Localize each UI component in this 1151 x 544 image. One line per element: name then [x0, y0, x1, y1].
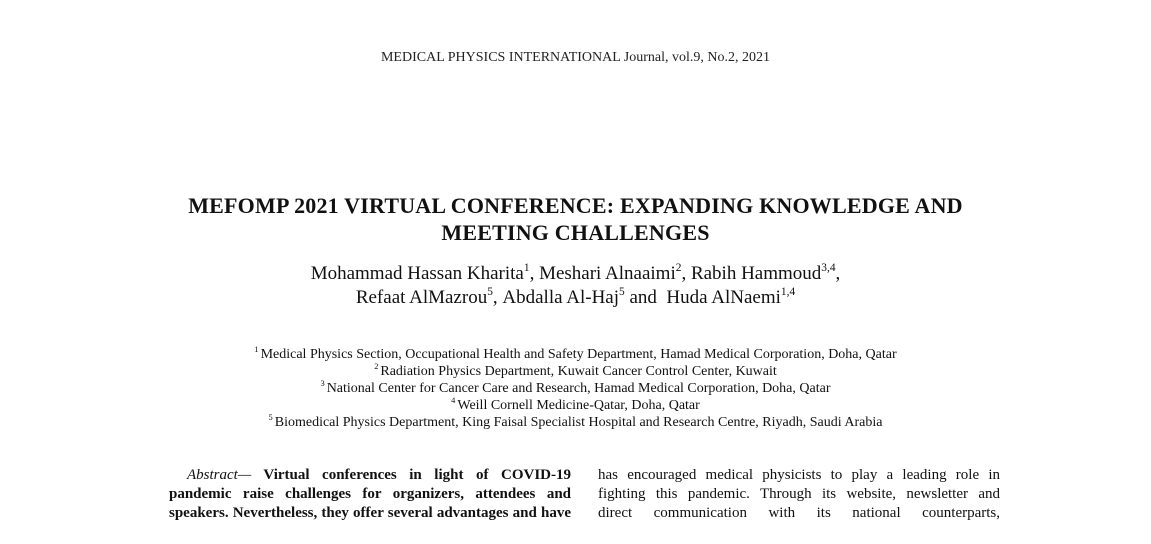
author	[502, 287, 661, 308]
affiliation-item	[0, 363, 1151, 380]
affiliation-mark: 2	[374, 361, 379, 371]
affiliation-mark: 1	[254, 344, 259, 354]
affiliation-text: Weill Cornell Medicine-Qatar, Doha, Qatar	[457, 398, 700, 413]
author	[539, 263, 691, 284]
author-name: Rabih Hammoud	[690, 263, 822, 284]
affiliation-text: Biomedical Physics Department, King Faisal Specialist Hospital and Research Centre, Riyadh, Saudi Arabia	[274, 415, 883, 430]
author	[356, 287, 503, 308]
abstract-line-text: Virtual conferences in light of COVID-19	[251, 467, 571, 483]
author-line-1	[0, 262, 1151, 286]
author	[691, 263, 840, 284]
author-separator: ,	[492, 287, 503, 308]
author-separator: and	[624, 287, 662, 308]
abstract-line: speakers. Nevertheless, they offer several advantages and have	[169, 505, 571, 521]
running-header: MEDICAL PHYSICS INTERNATIONAL Journal, vol.9, No.2, 2021	[380, 50, 770, 65]
affiliation-text: Medical Physics Section, Occupational Health and Safety Department, Hamad Medical Corporation, Doha, Qatar	[260, 347, 897, 362]
author-affiliation-mark: 3,4	[821, 262, 836, 275]
author-list	[0, 262, 1151, 310]
author-name: Refaat AlMazrou	[355, 287, 488, 308]
author-affiliation-mark: 5	[487, 286, 493, 299]
abstract-line: pandemic raise challenges for organizers, attendees and	[169, 486, 571, 502]
affiliation-item	[0, 346, 1151, 363]
paper-title	[0, 192, 1151, 246]
abstract-right-column	[598, 466, 1000, 523]
abstract-line: fighting this pandemic. Through its website, newsletter and	[598, 486, 1000, 502]
author-line-2	[0, 286, 1151, 310]
author	[666, 287, 795, 308]
author-separator: ,	[529, 263, 540, 284]
affiliation-text: Radiation Physics Department, Kuwait Cancer Control Center, Kuwait	[380, 364, 777, 379]
author-affiliation-mark: 2	[675, 262, 682, 275]
author-name: Mohammad Hassan Kharita	[310, 263, 524, 284]
author-name: Abdalla Al-Haj	[502, 287, 620, 308]
abstract-line: direct communication with its national counterparts,	[598, 505, 1000, 521]
affiliation-list	[0, 346, 1151, 431]
abstract-label: Abstract—	[187, 467, 252, 483]
author-affiliation-mark: 1,4	[780, 286, 796, 299]
affiliation-mark: 4	[451, 395, 456, 405]
author	[311, 263, 539, 284]
author-name: Huda AlNaemi	[666, 287, 781, 308]
abstract-line	[169, 466, 571, 485]
abstract-line: has encouraged medical physicists to play a leading role in	[598, 467, 1000, 483]
author-affiliation-mark: 5	[619, 286, 625, 299]
paper-title-line-2: MEETING CHALLENGES	[441, 220, 710, 245]
abstract-left-column	[169, 466, 571, 523]
author-separator: ,	[681, 263, 691, 284]
author-separator: ,	[835, 263, 841, 284]
affiliation-item	[0, 380, 1151, 397]
affiliation-item	[0, 414, 1151, 431]
affiliation-mark: 3	[320, 378, 325, 388]
paper-title-line-1: MEFOMP 2021 VIRTUAL CONFERENCE: EXPANDING KNOWLEDGE AND	[188, 193, 963, 218]
affiliation-item	[0, 397, 1151, 414]
author-name: Meshari Alnaaimi	[539, 263, 676, 284]
affiliation-mark: 5	[268, 412, 273, 422]
author-affiliation-mark: 1	[523, 262, 530, 275]
affiliation-text: National Center for Cancer Care and Research, Hamad Medical Corporation, Doha, Qatar	[326, 381, 831, 396]
